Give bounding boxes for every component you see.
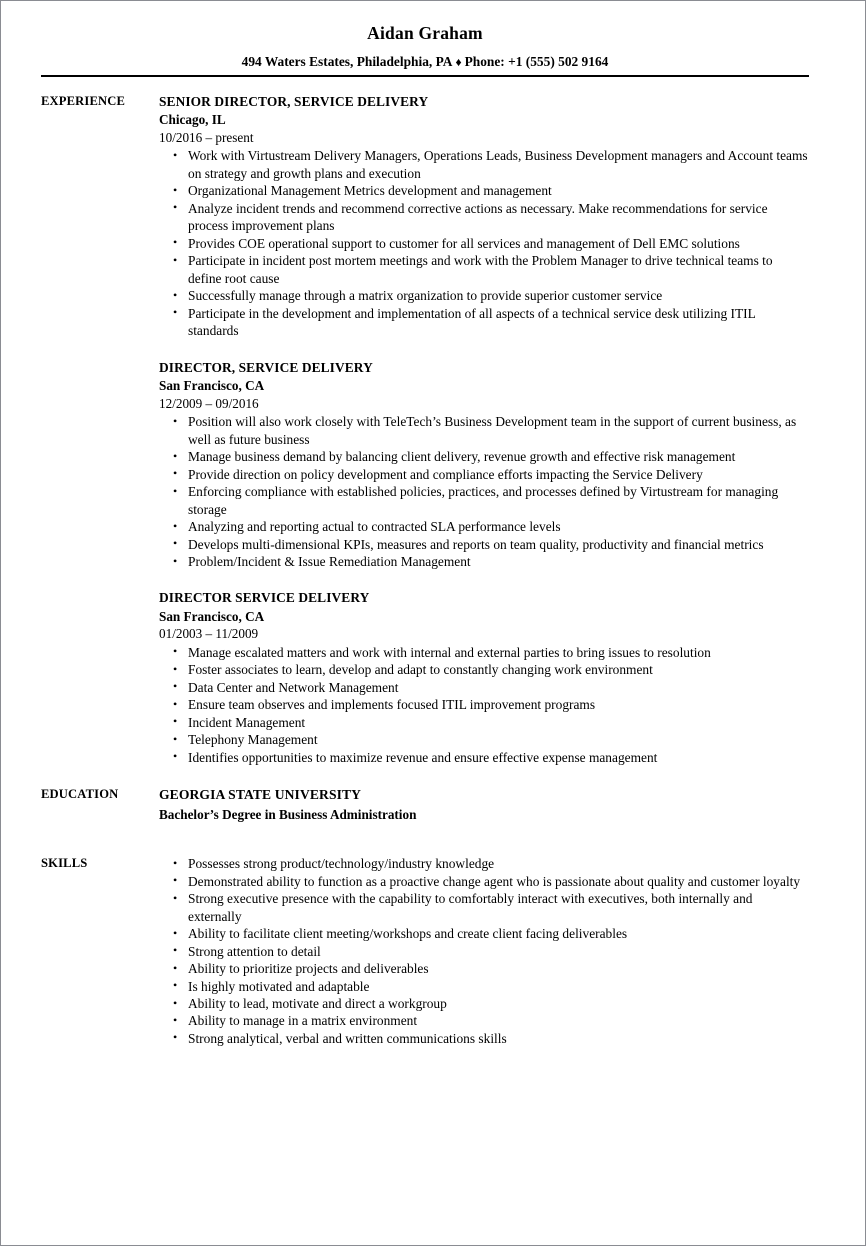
resume-header	[41, 23, 809, 77]
bullet-item: • Identifies opportunities to maximize revenue and ensure effective expense management	[159, 749, 809, 766]
bullet-item: • Analyze incident trends and recommend corrective actions as necessary. Make recommendations for service process improvement plans	[159, 200, 809, 235]
bullet-item: • Is highly motivated and adaptable	[159, 978, 809, 995]
bullet-item: • Ability to prioritize projects and deliverables	[159, 960, 809, 977]
skills-entries	[159, 855, 809, 1047]
job-title: DIRECTOR SERVICE DELIVERY	[159, 590, 370, 606]
job-location: San Francisco, CA	[159, 608, 265, 624]
contact-phone: Phone: +1 (555) 502 9164	[464, 53, 609, 69]
bullet-item: • Strong attention to detail	[159, 943, 809, 960]
job-dates: 10/2016 – present	[159, 129, 254, 145]
education-entry	[159, 786, 809, 823]
bullet-item: • Manage business demand by balancing client delivery, revenue growth and effective risk management	[159, 448, 809, 465]
bullet-item: • Incident Management	[159, 714, 809, 731]
contact-address: 494 Waters Estates, Philadelphia, PA	[241, 53, 453, 69]
contact-line	[41, 54, 809, 70]
bullet-item: • Data Center and Network Management	[159, 679, 809, 696]
section-experience	[41, 93, 809, 766]
job-dates: 12/2009 – 09/2016	[159, 395, 259, 411]
bullet-item: • Participate in incident post mortem meetings and work with the Problem Manager to drive technical teams to define root cause	[159, 252, 809, 287]
experience-entry	[159, 589, 809, 766]
bullet-item: • Ability to facilitate client meeting/workshops and create client facing deliverables	[159, 925, 809, 942]
bullet-item: • Strong executive presence with the capability to comfortably interact with executives, both internally and externally	[159, 890, 809, 925]
bullet-item: • Foster associates to learn, develop and adapt to constantly changing work environment	[159, 661, 809, 678]
experience-entry	[159, 359, 809, 571]
spacer	[41, 823, 809, 855]
header-divider	[41, 75, 809, 77]
job-bullet-list	[159, 147, 809, 339]
section-label-experience: EXPERIENCE	[41, 93, 126, 108]
bullet-item: • Demonstrated ability to function as a proactive change agent who is passionate about quality and customer loyalty	[159, 873, 809, 890]
bullet-item: • Telephony Management	[159, 731, 809, 748]
bullet-item: • Enforcing compliance with established policies, practices, and processes defined by Virtustream for managing storage	[159, 483, 809, 518]
education-degree: Bachelor’s Degree in Business Administration	[159, 806, 417, 822]
experience-entry	[159, 93, 809, 340]
diamond-separator-icon: ♦	[455, 54, 462, 69]
section-education	[41, 786, 809, 823]
job-bullet-list	[159, 644, 809, 766]
education-school: GEORGIA STATE UNIVERSITY	[159, 787, 362, 803]
bullet-item: • Strong analytical, verbal and written communications skills	[159, 1030, 809, 1047]
bullet-item: • Develops multi-dimensional KPIs, measures and reports on team quality, productivity and financial metrics	[159, 536, 809, 553]
skills-bullet-list	[159, 855, 809, 1047]
bullet-item: • Analyzing and reporting actual to contracted SLA performance levels	[159, 518, 809, 535]
section-skills	[41, 855, 809, 1047]
job-location: San Francisco, CA	[159, 378, 265, 394]
bullet-item: • Position will also work closely with TeleTech’s Business Development team in the support of current business, as well as future business	[159, 413, 809, 448]
candidate-name: Aidan Graham	[367, 23, 483, 43]
bullet-item: • Participate in the development and implementation of all aspects of a technical service desk utilizing ITIL standards	[159, 305, 809, 340]
job-title: SENIOR DIRECTOR, SERVICE DELIVERY	[159, 93, 429, 109]
bullet-item: • Work with Virtustream Delivery Managers, Operations Leads, Business Development managers and Account teams on strategy and growth plans and execution	[159, 147, 809, 182]
job-dates: 01/2003 – 11/2009	[159, 626, 259, 642]
spacer	[41, 766, 809, 786]
bullet-item: • Ability to manage in a matrix environment	[159, 1012, 809, 1029]
job-title: DIRECTOR, SERVICE DELIVERY	[159, 359, 373, 375]
job-location: Chicago, IL	[159, 112, 226, 128]
bullet-item: • Problem/Incident & Issue Remediation Management	[159, 553, 809, 570]
bullet-item: • Ensure team observes and implements focused ITIL improvement programs	[159, 696, 809, 713]
bullet-item: • Provides COE operational support to customer for all services and management of Dell EMC solutions	[159, 235, 809, 252]
resume-content	[1, 1, 865, 1245]
bullet-item: • Organizational Management Metrics development and management	[159, 182, 809, 199]
bullet-item: • Manage escalated matters and work with internal and external parties to bring issues to resolution	[159, 644, 809, 661]
section-label-skills: SKILLS	[41, 856, 88, 871]
job-bullet-list	[159, 413, 809, 570]
experience-entries	[159, 93, 809, 766]
section-label-education: EDUCATION	[41, 787, 119, 802]
bullet-item: • Possesses strong product/technology/industry knowledge	[159, 855, 809, 872]
bullet-item: • Provide direction on policy development and compliance efforts impacting the Service Delivery	[159, 466, 809, 483]
bullet-item: • Ability to lead, motivate and direct a workgroup	[159, 995, 809, 1012]
bullet-item: • Successfully manage through a matrix organization to provide superior customer service	[159, 287, 809, 304]
